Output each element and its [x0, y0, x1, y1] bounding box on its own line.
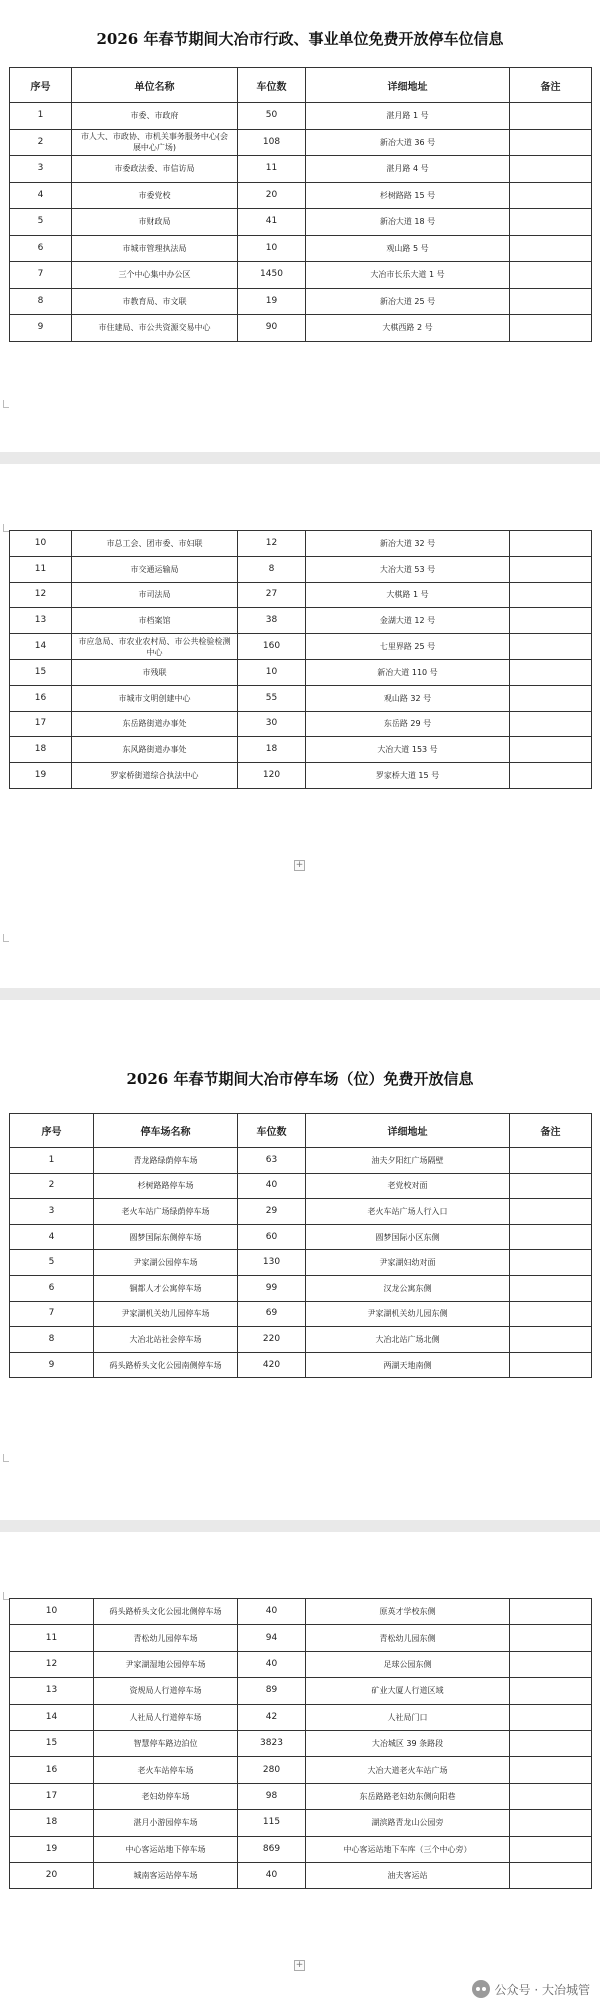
cell-count: 60 [238, 1224, 306, 1250]
cell-address: 杉树路路 15 号 [306, 182, 510, 209]
table-row [10, 1757, 592, 1783]
cell-address: 大棋路 1 号 [306, 582, 510, 608]
table-row [10, 103, 592, 130]
cell-index: 6 [10, 235, 72, 262]
watermark-text: 公众号 · 大冶城管 [494, 1982, 590, 1997]
cell-address: 大冶市长乐大道 1 号 [306, 262, 510, 289]
cell-count: 40 [238, 1651, 306, 1677]
cell-name: 智慧停车路边泊位 [94, 1730, 238, 1756]
section2-title: 2026 年春节期间大冶市停车场（位）免费开放信息 [126, 1070, 474, 1088]
cell-note [510, 531, 592, 557]
cell-name: 杉树路路停车场 [94, 1173, 238, 1199]
cell-name: 市财政局 [72, 209, 238, 236]
cell-note [510, 1199, 592, 1225]
cell-address: 大棋西路 2 号 [306, 315, 510, 342]
cell-count: 3823 [238, 1730, 306, 1756]
page-corner-mark [3, 934, 9, 942]
cell-address: 大冶北站广场北侧 [306, 1327, 510, 1353]
cell-address: 湖滨路青龙山公园旁 [306, 1810, 510, 1836]
cell-index: 12 [10, 582, 72, 608]
cell-address: 尹家湖妇幼对面 [306, 1250, 510, 1276]
table-row [10, 315, 592, 342]
cell-name: 圆梦国际东侧停车场 [94, 1224, 238, 1250]
cell-note [510, 1783, 592, 1809]
cell-address: 湛月路 4 号 [306, 156, 510, 183]
cell-note [510, 685, 592, 711]
cell-count: 1450 [238, 262, 306, 289]
cell-count: 10 [238, 235, 306, 262]
cell-address: 湛月路 1 号 [306, 103, 510, 130]
cell-index: 2 [10, 1173, 94, 1199]
table-row [10, 1625, 592, 1651]
page-corner-mark [3, 1454, 9, 1462]
cell-count: 89 [238, 1678, 306, 1704]
cell-index: 3 [10, 156, 72, 183]
cell-note [510, 1327, 592, 1353]
cell-address: 中心客运站地下车库（三个中心旁） [306, 1836, 510, 1862]
table-row [10, 1599, 592, 1625]
cell-index: 18 [10, 1810, 94, 1836]
table-row [10, 1352, 592, 1378]
table-row [10, 1810, 592, 1836]
cell-name: 尹家湖公园停车场 [94, 1250, 238, 1276]
cell-name: 市残联 [72, 659, 238, 685]
page-3 [0, 1000, 600, 1520]
col-header-name: 停车场名称 [94, 1114, 238, 1148]
cell-note [510, 1678, 592, 1704]
cell-index: 14 [10, 1704, 94, 1730]
section1-title: 2026 年春节期间大冶市行政、事业单位免费开放停车位信息 [96, 30, 504, 48]
cell-name: 三个中心集中办公区 [72, 262, 238, 289]
cell-address: 七里界路 25 号 [306, 634, 510, 660]
cell-index: 13 [10, 608, 72, 634]
cell-index: 17 [10, 711, 72, 737]
cell-name: 码头路桥头文化公园南侧停车场 [94, 1352, 238, 1378]
cell-index: 10 [10, 531, 72, 557]
cell-address: 东岳路 29 号 [306, 711, 510, 737]
table-row [10, 209, 592, 236]
cell-count: 41 [238, 209, 306, 236]
cell-index: 16 [10, 685, 72, 711]
section1-table-part1 [9, 67, 592, 342]
page-2 [0, 464, 600, 988]
cell-name: 罗家桥街道综合执法中心 [72, 763, 238, 789]
cell-note [510, 1730, 592, 1756]
cell-note [510, 1651, 592, 1677]
table-row [10, 711, 592, 737]
table-row [10, 1250, 592, 1276]
cell-count: 18 [238, 737, 306, 763]
cell-count: 40 [238, 1862, 306, 1888]
cell-address: 新冶大道 32 号 [306, 531, 510, 557]
table-row [10, 182, 592, 209]
cell-count: 120 [238, 763, 306, 789]
cell-note [510, 1173, 592, 1199]
cell-name: 东风路街道办事处 [72, 737, 238, 763]
cell-note [510, 1862, 592, 1888]
cell-count: 20 [238, 182, 306, 209]
cell-name: 铜都人才公寓停车场 [94, 1275, 238, 1301]
cell-note [510, 1810, 592, 1836]
cell-index: 7 [10, 1301, 94, 1327]
cell-note [510, 582, 592, 608]
page-gap [0, 1520, 600, 1532]
cell-name: 市住建局、市公共资源交易中心 [72, 315, 238, 342]
cell-index: 11 [10, 556, 72, 582]
cell-note [510, 182, 592, 209]
cell-name: 青松幼儿园停车场 [94, 1625, 238, 1651]
cell-name: 市城市文明创建中心 [72, 685, 238, 711]
table-row [10, 1862, 592, 1888]
cell-index: 8 [10, 1327, 94, 1353]
cell-count: 280 [238, 1757, 306, 1783]
cell-count: 8 [238, 556, 306, 582]
page-corner-mark [3, 400, 9, 408]
cell-index: 17 [10, 1783, 94, 1809]
cell-address: 老党校对面 [306, 1173, 510, 1199]
cell-note [510, 103, 592, 130]
cell-note [510, 1836, 592, 1862]
cell-address: 新冶大道 25 号 [306, 288, 510, 315]
table-row [10, 659, 592, 685]
cell-count: 160 [238, 634, 306, 660]
cell-name: 市教育局、市文联 [72, 288, 238, 315]
cell-name: 市档案馆 [72, 608, 238, 634]
cell-note [510, 634, 592, 660]
cell-address: 矿业大厦人行道区域 [306, 1678, 510, 1704]
cell-note [510, 1250, 592, 1276]
cell-address: 罗家桥大道 15 号 [306, 763, 510, 789]
cell-name: 码头路桥头文化公园北侧停车场 [94, 1599, 238, 1625]
cell-count: 108 [238, 129, 306, 156]
cell-index: 8 [10, 288, 72, 315]
cell-name: 城南客运站停车场 [94, 1862, 238, 1888]
cell-address: 东岳路路老妇幼东侧向阳巷 [306, 1783, 510, 1809]
cell-address: 新冶大道 110 号 [306, 659, 510, 685]
cell-index: 19 [10, 763, 72, 789]
cell-note [510, 262, 592, 289]
table-row [10, 1148, 592, 1174]
cell-note [510, 156, 592, 183]
col-header-note: 备注 [510, 68, 592, 103]
cell-note [510, 711, 592, 737]
cell-address: 足球公园东侧 [306, 1651, 510, 1677]
cell-index: 9 [10, 315, 72, 342]
cell-note [510, 1704, 592, 1730]
table-row [10, 556, 592, 582]
cell-count: 42 [238, 1704, 306, 1730]
table-row [10, 1678, 592, 1704]
table-row [10, 1199, 592, 1225]
cell-index: 14 [10, 634, 72, 660]
table-row [10, 634, 592, 660]
cell-address: 人社局门口 [306, 1704, 510, 1730]
cell-name: 市人大、市政协、市机关事务服务中心(会展中心广场) [72, 129, 238, 156]
cell-count: 50 [238, 103, 306, 130]
cell-count: 94 [238, 1625, 306, 1651]
cell-index: 4 [10, 1224, 94, 1250]
cell-note [510, 235, 592, 262]
col-header-index: 序号 [10, 1114, 94, 1148]
cell-count: 869 [238, 1836, 306, 1862]
cell-index: 15 [10, 659, 72, 685]
section2-table-part1 [9, 1113, 592, 1378]
cell-count: 38 [238, 608, 306, 634]
table-row [10, 582, 592, 608]
cell-name: 资规局人行道停车场 [94, 1678, 238, 1704]
cell-note [510, 1148, 592, 1174]
add-row-icon[interactable]: + [295, 860, 304, 870]
cell-count: 99 [238, 1275, 306, 1301]
col-header-name: 单位名称 [72, 68, 238, 103]
cell-count: 115 [238, 1810, 306, 1836]
cell-index: 9 [10, 1352, 94, 1378]
cell-count: 27 [238, 582, 306, 608]
table-header-row [10, 1114, 592, 1148]
table-row [10, 685, 592, 711]
table-row [10, 1730, 592, 1756]
cell-address: 圆梦国际小区东侧 [306, 1224, 510, 1250]
cell-name: 人社局人行道停车场 [94, 1704, 238, 1730]
table-row [10, 235, 592, 262]
table-row [10, 1173, 592, 1199]
page-gap [0, 452, 600, 464]
cell-address: 油夫夕阳红广场隔壁 [306, 1148, 510, 1174]
cell-name: 尹家湖湿地公园停车场 [94, 1651, 238, 1677]
cell-count: 40 [238, 1599, 306, 1625]
cell-note [510, 129, 592, 156]
cell-note [510, 209, 592, 236]
table-row [10, 1275, 592, 1301]
table-row [10, 1327, 592, 1353]
cell-count: 420 [238, 1352, 306, 1378]
table-row [10, 1224, 592, 1250]
cell-index: 5 [10, 1250, 94, 1276]
cell-index: 3 [10, 1199, 94, 1225]
cell-note [510, 1757, 592, 1783]
table-row [10, 608, 592, 634]
cell-name: 中心客运站地下停车场 [94, 1836, 238, 1862]
cell-name: 东岳路街道办事处 [72, 711, 238, 737]
watermark [472, 1980, 590, 1998]
cell-index: 6 [10, 1275, 94, 1301]
cell-count: 98 [238, 1783, 306, 1809]
cell-count: 63 [238, 1148, 306, 1174]
cell-name: 市委政法委、市信访局 [72, 156, 238, 183]
cell-name: 市应急局、市农业农村局、市公共检验检测中心 [72, 634, 238, 660]
cell-note [510, 1352, 592, 1378]
cell-address: 原英才学校东侧 [306, 1599, 510, 1625]
table-row [10, 1651, 592, 1677]
cell-index: 5 [10, 209, 72, 236]
cell-count: 69 [238, 1301, 306, 1327]
cell-count: 10 [238, 659, 306, 685]
cell-address: 青松幼儿园东侧 [306, 1625, 510, 1651]
page-4 [0, 1532, 600, 2013]
cell-address: 油夫客运站 [306, 1862, 510, 1888]
cell-count: 220 [238, 1327, 306, 1353]
cell-address: 大冶大道老火车站广场 [306, 1757, 510, 1783]
cell-name: 老火车站广场绿荫停车场 [94, 1199, 238, 1225]
cell-address: 两湖天地南侧 [306, 1352, 510, 1378]
col-header-index: 序号 [10, 68, 72, 103]
cell-index: 18 [10, 737, 72, 763]
cell-note [510, 737, 592, 763]
cell-note [510, 608, 592, 634]
table-row [10, 531, 592, 557]
cell-count: 55 [238, 685, 306, 711]
cell-index: 7 [10, 262, 72, 289]
cell-note [510, 556, 592, 582]
page-1 [0, 0, 600, 452]
col-header-note: 备注 [510, 1114, 592, 1148]
cell-address: 大冶大道 53 号 [306, 556, 510, 582]
table-row [10, 1783, 592, 1809]
table-row [10, 763, 592, 789]
cell-note [510, 288, 592, 315]
table-row [10, 156, 592, 183]
cell-index: 12 [10, 1651, 94, 1677]
table-row [10, 1704, 592, 1730]
table-row [10, 1301, 592, 1327]
cell-count: 11 [238, 156, 306, 183]
cell-index: 16 [10, 1757, 94, 1783]
cell-address: 尹家湖机关幼儿园东侧 [306, 1301, 510, 1327]
cell-name: 市委、市政府 [72, 103, 238, 130]
cell-address: 老火车站广场人行入口 [306, 1199, 510, 1225]
col-header-address: 详细地址 [306, 68, 510, 103]
table-row [10, 1836, 592, 1862]
table-row [10, 262, 592, 289]
cell-index: 20 [10, 1862, 94, 1888]
cell-index: 19 [10, 1836, 94, 1862]
cell-count: 12 [238, 531, 306, 557]
cell-index: 1 [10, 1148, 94, 1174]
cell-name: 市委党校 [72, 182, 238, 209]
cell-note [510, 1599, 592, 1625]
cell-name: 市城市管理执法局 [72, 235, 238, 262]
section2-table-part2 [9, 1598, 592, 1889]
cell-address: 汉龙公寓东侧 [306, 1275, 510, 1301]
cell-name: 市交通运输局 [72, 556, 238, 582]
cell-name: 老火车站停车场 [94, 1757, 238, 1783]
wechat-icon [472, 1980, 490, 1998]
cell-name: 湛月小游园停车场 [94, 1810, 238, 1836]
cell-index: 15 [10, 1730, 94, 1756]
cell-index: 11 [10, 1625, 94, 1651]
table-header-row [10, 68, 592, 103]
cell-count: 19 [238, 288, 306, 315]
section1-table-part2 [9, 530, 592, 789]
cell-address: 新冶大道 18 号 [306, 209, 510, 236]
cell-address: 观山路 5 号 [306, 235, 510, 262]
cell-note [510, 1224, 592, 1250]
cell-count: 130 [238, 1250, 306, 1276]
cell-name: 大冶北站社会停车场 [94, 1327, 238, 1353]
cell-note [510, 1301, 592, 1327]
cell-name: 尹家湖机关幼儿园停车场 [94, 1301, 238, 1327]
cell-note [510, 1625, 592, 1651]
cell-name: 老妇幼停车场 [94, 1783, 238, 1809]
cell-note [510, 315, 592, 342]
table-row [10, 288, 592, 315]
cell-name: 市司法局 [72, 582, 238, 608]
table-row [10, 737, 592, 763]
cell-count: 90 [238, 315, 306, 342]
cell-address: 金湖大道 12 号 [306, 608, 510, 634]
page-gap [0, 988, 600, 1000]
col-header-count: 车位数 [238, 68, 306, 103]
cell-note [510, 659, 592, 685]
table-row [10, 129, 592, 156]
cell-index: 2 [10, 129, 72, 156]
col-header-count: 车位数 [238, 1114, 306, 1148]
cell-index: 10 [10, 1599, 94, 1625]
cell-note [510, 1275, 592, 1301]
cell-address: 新冶大道 36 号 [306, 129, 510, 156]
cell-count: 30 [238, 711, 306, 737]
cell-name: 市总工会、团市委、市妇联 [72, 531, 238, 557]
cell-count: 29 [238, 1199, 306, 1225]
cell-count: 40 [238, 1173, 306, 1199]
cell-name: 青龙路绿荫停车场 [94, 1148, 238, 1174]
cell-address: 观山路 32 号 [306, 685, 510, 711]
cell-index: 4 [10, 182, 72, 209]
cell-note [510, 763, 592, 789]
cell-address: 大冶大道 153 号 [306, 737, 510, 763]
cell-index: 1 [10, 103, 72, 130]
col-header-address: 详细地址 [306, 1114, 510, 1148]
cell-index: 13 [10, 1678, 94, 1704]
add-row-icon[interactable]: + [295, 1960, 304, 1970]
cell-address: 大冶城区 39 条路段 [306, 1730, 510, 1756]
